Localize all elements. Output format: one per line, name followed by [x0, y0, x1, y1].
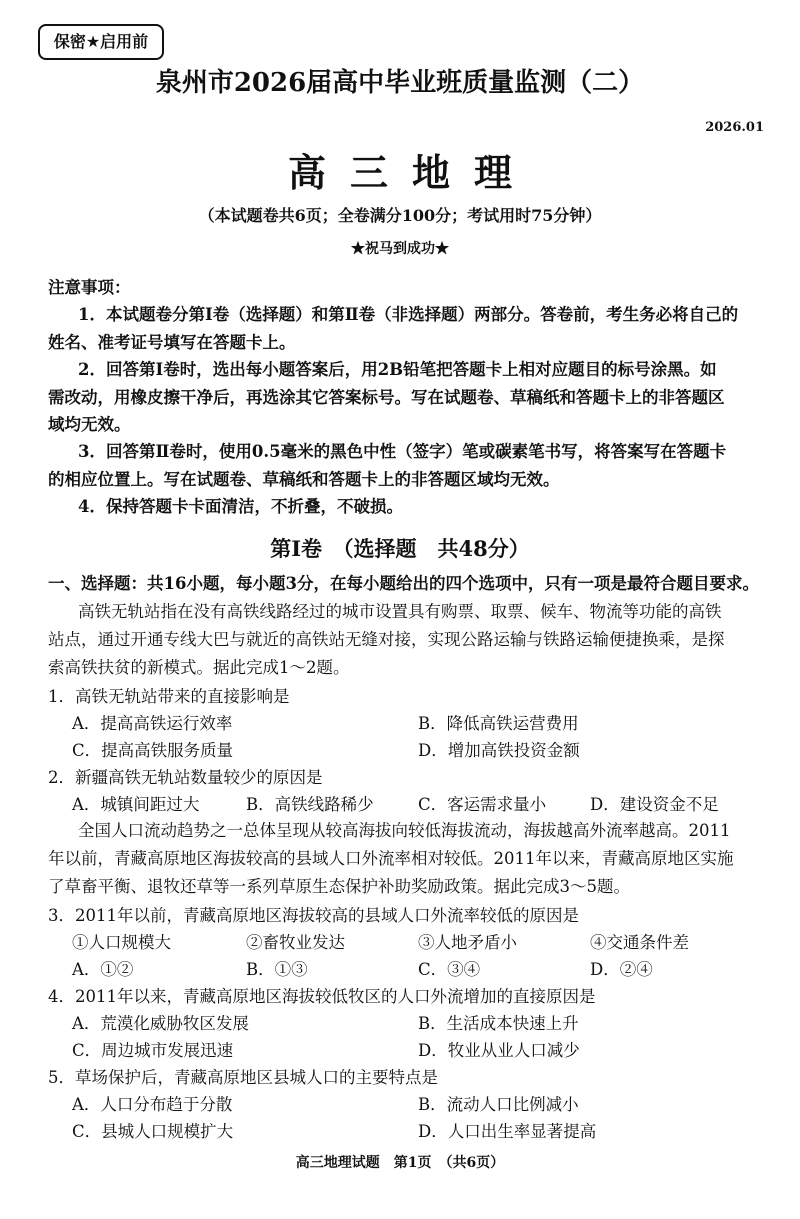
passage-line: 索高铁扶贫的新模式。据此完成1～2题。 [48, 658, 350, 677]
option-c: C．③④ [418, 960, 481, 979]
choice-item: ③人地矛盾小 [418, 933, 517, 952]
passage-line: 年以前，青藏高原地区海拔较高的县域人口外流率相对较低。2011年以来，青藏高原地区实施 [48, 849, 734, 868]
passage-line: 站点，通过开通专线大巴与就近的高铁站无缝对接，实现公路运输与铁路运输便捷换乘，是探 [48, 630, 725, 649]
passage-line: 全国人口流动趋势之一总体呈现从较高海拔向较低海拔流动，海拔越高外流率越高。2011 [78, 821, 731, 840]
option-d: D．建设资金不足 [590, 795, 719, 814]
option-b: B．①③ [246, 960, 308, 979]
notice-line: 需改动，用橡皮擦干净后，再选涂其它答案标号。写在试题卷、草稿纸和答题卡上的非答题区 [48, 388, 725, 407]
section-instruction: 一、选择题：共16小题，每小题3分，在每小题给出的四个选项中，只有一项是最符合题目要求。 [48, 574, 759, 593]
passage-line: 了草畜平衡、退牧还草等一系列草原生态保护补助奖励政策。据此完成3～5题。 [48, 877, 630, 896]
notice-line: 3．回答第Ⅱ卷时，使用0.5毫米的黑色中性（签字）笔或碳素笔书写，将答案写在答题卡 [78, 442, 727, 461]
notice-line: 1．本试题卷分第Ⅰ卷（选择题）和第Ⅱ卷（非选择题）两部分。答卷前，考生务必将自己的 [78, 305, 739, 324]
choice-item: ①人口规模大 [72, 933, 171, 952]
option-c: C．县城人口规模扩大 [72, 1122, 234, 1141]
option-a: A．人口分布趋于分散 [72, 1095, 233, 1114]
section-title: 第Ⅰ卷 （选择题 共48分） [270, 536, 530, 561]
subject-title: 高三地理 [287, 150, 536, 195]
option-d: D．②④ [590, 960, 653, 979]
option-b: B．高铁线路稀少 [246, 795, 374, 814]
exam-info: （本试题卷共6页；全卷满分100分；考试用时75分钟） [198, 206, 602, 225]
question-stem: 4．2011年以来，青藏高原地区海拔较低牧区的人口外流增加的直接原因是 [48, 987, 596, 1006]
page-footer: 高三地理试题 第1页 （共6页） [295, 1155, 505, 1171]
notice-line: 姓名、准考证号填写在答题卡上。 [48, 333, 296, 352]
option-d: D．牧业从业人口减少 [418, 1041, 580, 1060]
notice-heading: 注意事项： [48, 278, 131, 297]
question-stem: 1．高铁无轨站带来的直接影响是 [48, 687, 290, 706]
confidential-stamp: 保密★启用前 [38, 24, 164, 60]
question-stem: 3．2011年以前，青藏高原地区海拔较高的县域人口外流率较低的原因是 [48, 906, 579, 925]
option-d: D．人口出生率显著提高 [418, 1122, 597, 1141]
passage-line: 高铁无轨站指在没有高铁线路经过的城市设置具有购票、取票、候车、物流等功能的高铁 [78, 602, 722, 621]
exam-date: 2026.01 [705, 120, 764, 135]
notice-line: 2．回答第Ⅰ卷时，选出每小题答案后，用2B铅笔把答题卡上相对应题目的标号涂黑。如 [78, 360, 717, 379]
exam-title: 泉州市2026届高中毕业班质量监测（二） [155, 68, 645, 98]
option-d: D．增加高铁投资金额 [418, 741, 580, 760]
option-b: B．生活成本快速上升 [418, 1014, 579, 1033]
notice-line: 域均无效。 [48, 415, 131, 434]
question-stem: 2．新疆高铁无轨站数量较少的原因是 [48, 768, 323, 787]
notice-line: 的相应位置上。写在试题卷、草稿纸和答题卡上的非答题区域均无效。 [48, 470, 560, 489]
option-a: A．荒漠化威胁牧区发展 [72, 1014, 249, 1033]
notice-line: 4．保持答题卡卡面清洁，不折叠，不破损。 [78, 497, 403, 516]
choice-item: ②畜牧业发达 [246, 933, 345, 952]
option-c: C．周边城市发展迅速 [72, 1041, 234, 1060]
choice-item: ④交通条件差 [590, 933, 689, 952]
option-b: B．降低高铁运营费用 [418, 714, 579, 733]
option-b: B．流动人口比例减小 [418, 1095, 579, 1114]
option-a: A．城镇间距过大 [72, 795, 200, 814]
good-luck-wish: ★祝马到成功★ [351, 241, 449, 257]
option-c: C．提高高铁服务质量 [72, 741, 234, 760]
option-c: C．客运需求量小 [418, 795, 547, 814]
question-stem: 5．草场保护后，青藏高原地区县城人口的主要特点是 [48, 1068, 438, 1087]
option-a: A．①② [72, 960, 134, 979]
option-a: A．提高高铁运行效率 [72, 714, 233, 733]
